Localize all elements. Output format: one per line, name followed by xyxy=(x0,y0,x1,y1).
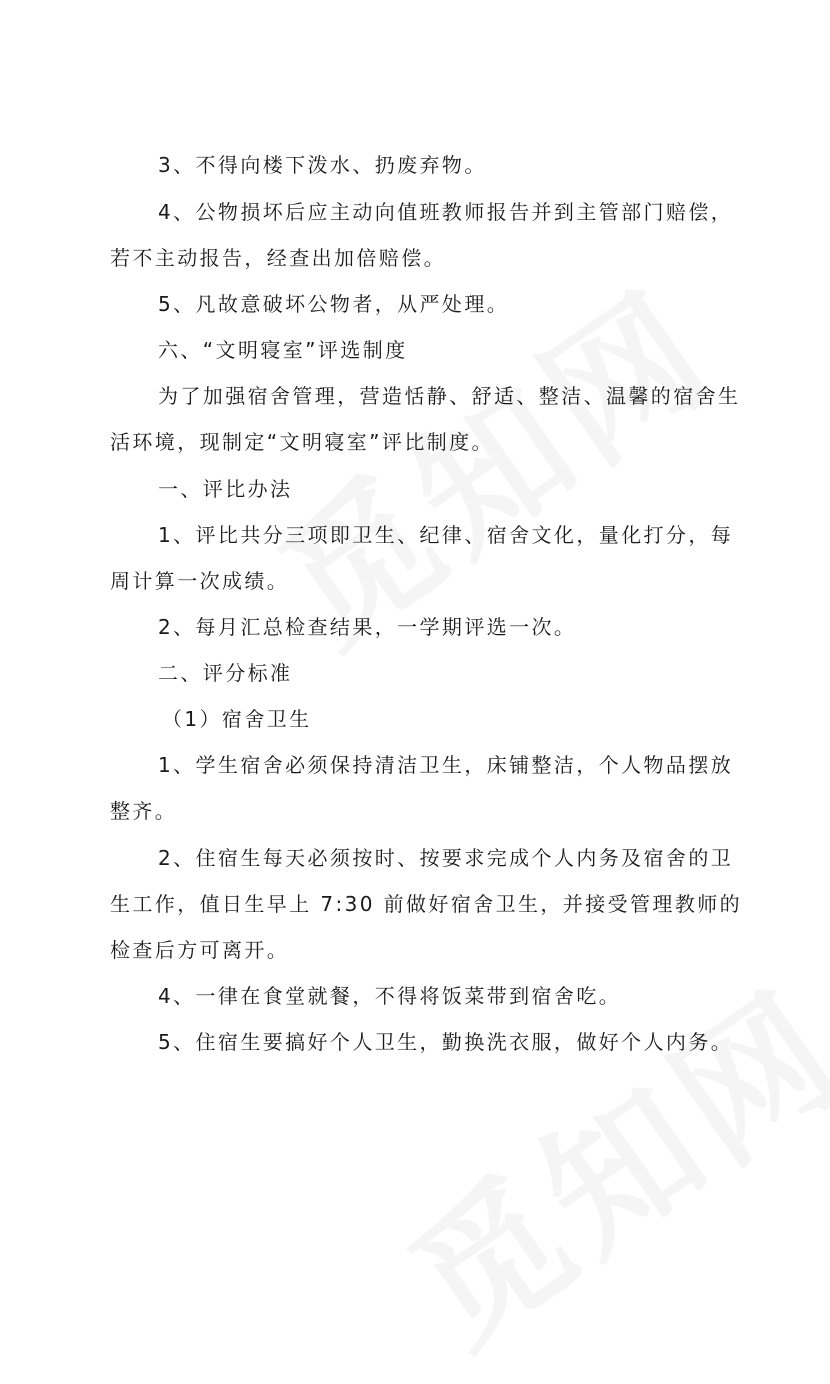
paragraph-line: 活环境，现制定“文明寝室”评比制度。 xyxy=(110,430,494,454)
section-heading: 六、“文明寝室”评选制度 xyxy=(158,338,408,362)
paragraph-line: 检查后方可离开。 xyxy=(110,938,290,962)
paragraph-line: 1、学生宿舍必须保持清洁卫生，床铺整洁，个人物品摆放 xyxy=(158,753,734,777)
paragraph-line: 若不主动报告，经查出加倍赔偿。 xyxy=(110,246,446,270)
paragraph-line: 为了加强宿舍管理，营造恬静、舒适、整洁、温馨的宿舍生 xyxy=(158,384,741,408)
paragraph-line: 2、每月汇总检查结果，一学期评选一次。 xyxy=(158,615,577,639)
subsection-heading: 一、评比办法 xyxy=(158,477,293,501)
paragraph-line: 4、一律在食堂就餐，不得将饭菜带到宿舍吃。 xyxy=(158,984,622,1008)
paragraph-line: 4、公物损坏后应主动向值班教师报告并到主管部门赔偿， xyxy=(158,200,734,224)
paragraph-line: 5、凡故意破坏公物者，从严处理。 xyxy=(158,292,510,316)
paragraph-line: 1、评比共分三项即卫生、纪律、宿舍文化，量化打分，每 xyxy=(158,523,734,547)
subsection-heading: （1）宿舍卫生 xyxy=(162,707,312,731)
paragraph-line: 生工作，值日生早上 7:30 前做好宿舍卫生，并接受管理教师的 xyxy=(110,892,743,916)
paragraph-line: 5、住宿生要搞好个人卫生，勤换洗衣服，做好个人内务。 xyxy=(158,1030,734,1054)
paragraph-line: 3、不得向楼下泼水、扔废弃物。 xyxy=(158,153,487,177)
paragraph-line: 周计算一次成绩。 xyxy=(110,569,290,593)
paragraph-line: 整齐。 xyxy=(110,799,178,823)
subsection-heading: 二、评分标准 xyxy=(158,661,293,685)
paragraph-line: 2、住宿生每天必须按时、按要求完成个人内务及宿舍的卫 xyxy=(158,846,734,870)
